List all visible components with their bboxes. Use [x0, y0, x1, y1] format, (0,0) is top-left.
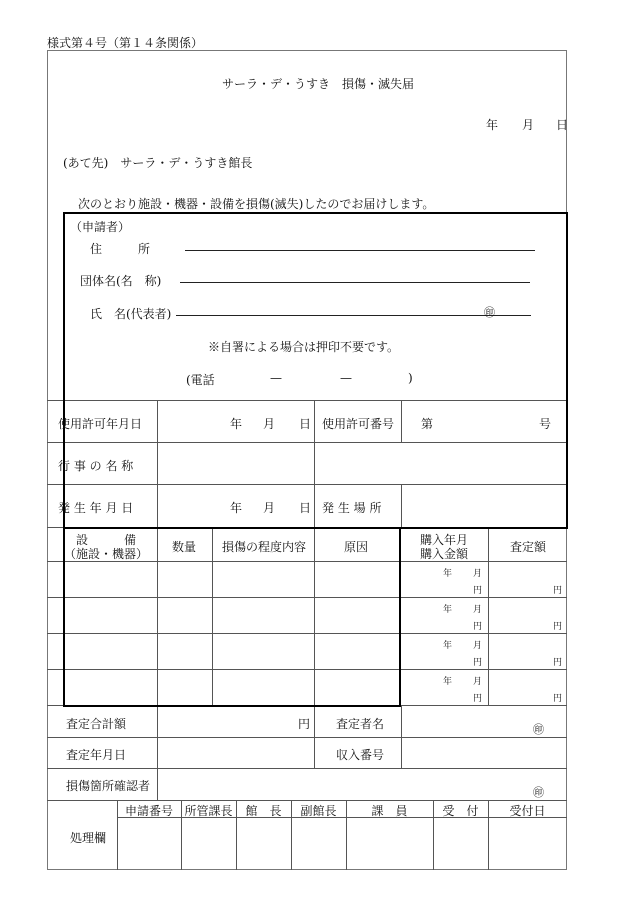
row3-assessed-yen: 円 — [553, 658, 563, 668]
damage-col-header: 損傷の程度内容 — [222, 540, 307, 554]
row1-month: 月 — [473, 569, 483, 579]
intro-text: 次のとおり施設・機器・設備を損傷(滅失)したのでお届けします。 — [78, 197, 435, 211]
date-month-label: 月 — [522, 118, 535, 132]
divider-line — [47, 737, 567, 738]
phone-separator-1: — — [270, 371, 282, 385]
row4-assessed-yen: 円 — [553, 694, 563, 704]
permit-month-label: 月 — [263, 417, 276, 431]
row4-purchase-yen: 円 — [473, 694, 483, 704]
divider-line — [47, 800, 567, 801]
equipment-col-subheader: （施設・機器） — [64, 547, 149, 561]
occurrence-date-label: 発 生 年 月 日 — [58, 501, 134, 515]
row1-purchase-yen: 円 — [473, 586, 483, 596]
date-day-label: 日 — [556, 118, 569, 132]
processing-header-deputy-director: 副館長 — [300, 804, 337, 818]
processing-header-application-no: 申請番号 — [124, 804, 173, 818]
row2-purchase-yen: 円 — [473, 622, 483, 632]
row3-purchase-yen: 円 — [473, 658, 483, 668]
processing-header-reception: 受 付 — [442, 804, 479, 818]
applicant-heading: （申請者） — [70, 220, 131, 234]
occurrence-month-label: 月 — [263, 501, 276, 515]
assessed-total-label: 査定合計額 — [66, 717, 127, 731]
permit-date-label: 使用許可年月日 — [58, 417, 143, 431]
representative-name-label: 氏 名(代表者) — [90, 307, 172, 321]
row1-assessed-yen: 円 — [553, 586, 563, 596]
processing-header-staff: 課 員 — [371, 804, 408, 818]
row4-year: 年 — [443, 677, 453, 687]
divider-line — [314, 705, 315, 768]
receipt-number-label: 収入番号 — [336, 748, 385, 762]
occurrence-year-label: 年 — [230, 501, 243, 515]
phone-close: ) — [408, 371, 413, 385]
damage-confirmer-label: 損傷箇所確認者 — [66, 779, 151, 793]
row2-month: 月 — [473, 605, 483, 615]
form-reference: 様式第４号（第１４条関係） — [47, 36, 204, 50]
purchase-amount-col-header: 購入金額 — [420, 547, 469, 561]
permit-number-label: 使用許可番号 — [322, 417, 395, 431]
assessment-date-label: 査定年月日 — [66, 748, 127, 762]
occurrence-place-label: 発 生 場 所 — [322, 501, 382, 515]
quantity-col-header: 数量 — [172, 540, 197, 554]
divider-line — [401, 705, 402, 768]
event-name-label: 行 事 の 名 称 — [58, 459, 134, 473]
row4-month: 月 — [473, 677, 483, 687]
occurrence-day-label: 日 — [299, 501, 312, 515]
addressee: (あて先) サーラ・デ・うすき館長 — [63, 156, 253, 170]
address-label: 住 所 — [90, 242, 151, 256]
phone-label: (電話 — [186, 373, 215, 387]
row3-month: 月 — [473, 641, 483, 651]
seal-note: ※自署による場合は押印不要です。 — [208, 340, 400, 354]
processing-label: 処理欄 — [70, 831, 107, 845]
divider-line — [488, 527, 489, 705]
assessor-name-label: 査定者名 — [336, 717, 385, 731]
row2-year: 年 — [443, 605, 453, 615]
assessed-total-yen: 円 — [298, 717, 311, 731]
cause-col-header: 原因 — [344, 540, 369, 554]
permit-day-label: 日 — [299, 417, 312, 431]
processing-header-section-chief: 所管課長 — [184, 804, 233, 818]
phone-separator-2: — — [340, 371, 352, 385]
row3-year: 年 — [443, 641, 453, 651]
purchase-col-header: 購入年月 — [420, 533, 469, 547]
row2-assessed-yen: 円 — [553, 622, 563, 632]
row1-year: 年 — [443, 569, 453, 579]
permit-year-label: 年 — [230, 417, 243, 431]
assessed-col-header: 査定額 — [510, 540, 547, 554]
processing-header-reception-date: 受付日 — [509, 804, 546, 818]
group-name-label: 団体名(名 称) — [80, 274, 162, 288]
assessor-seal-mark: ㊞ — [533, 723, 544, 736]
permit-number-suffix: 号 — [539, 417, 552, 431]
divider-line — [47, 768, 567, 769]
equipment-col-header: 設 備 — [76, 533, 137, 547]
name-seal-mark: ㊞ — [484, 306, 495, 319]
permit-number-prefix: 第 — [421, 417, 434, 431]
form-title: サーラ・デ・うすき 損傷・滅失届 — [222, 77, 415, 91]
processing-header-director: 館 長 — [245, 804, 282, 818]
event-name-field[interactable] — [160, 446, 565, 482]
confirmer-seal-mark: ㊞ — [533, 786, 544, 799]
date-year-label: 年 — [486, 118, 499, 132]
